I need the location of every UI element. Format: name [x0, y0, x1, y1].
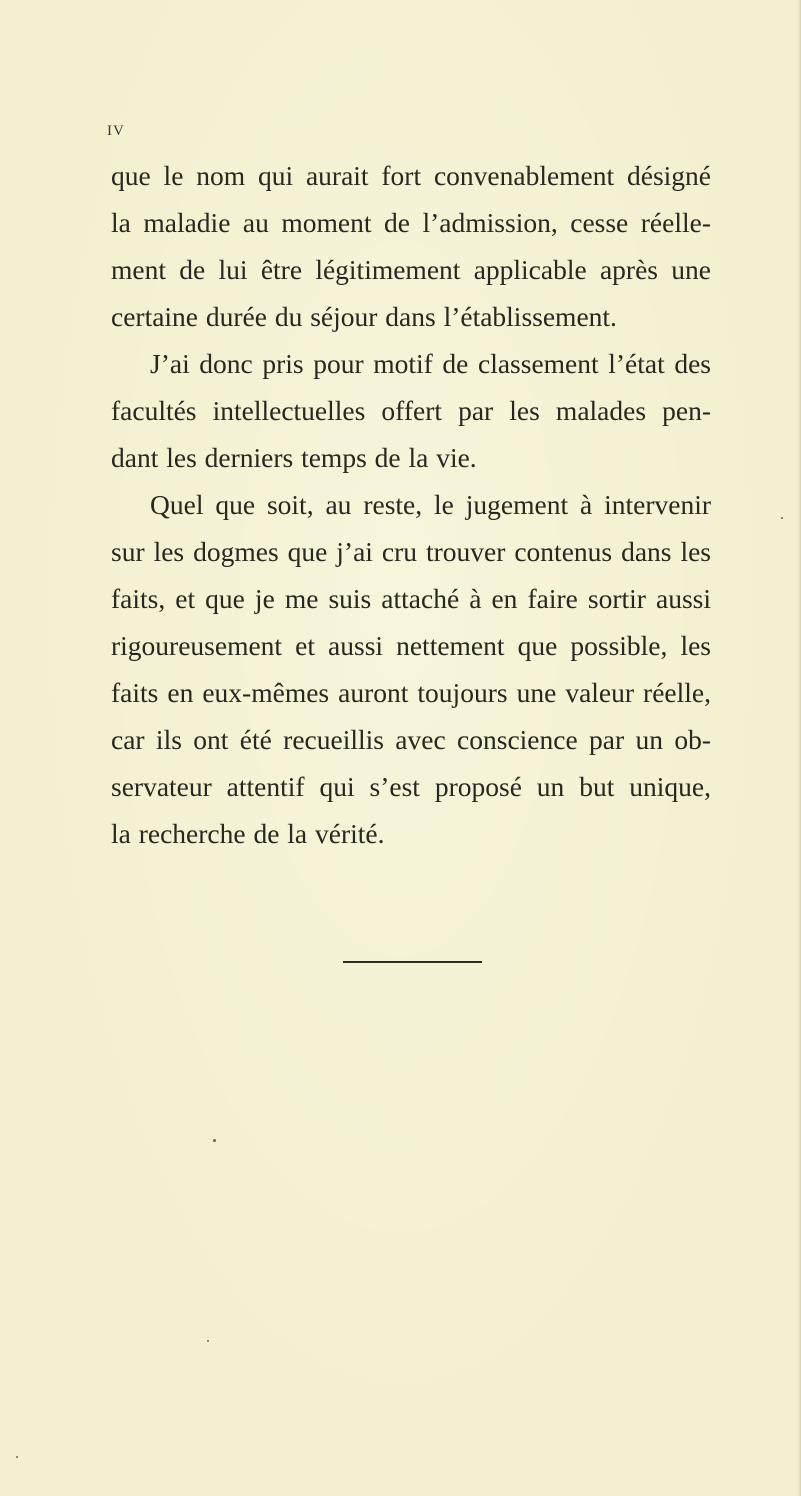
text-line: car ils ont été recueillis avec conscience par un ob- — [111, 724, 711, 755]
page-number: IV — [107, 123, 125, 139]
text-line: dant les derniers temps de la vie. — [111, 442, 477, 473]
text-line: ment de lui être légitimement applicable après une — [111, 254, 711, 285]
text-line: Quel que soit, au reste, le jugement à intervenir — [150, 489, 711, 520]
paper-speck — [781, 517, 783, 519]
text-line: sur les dogmes que j’ai cru trouver contenus dans les — [111, 536, 711, 567]
paper-speck — [207, 1340, 209, 1342]
text-line: faits en eux-mêmes auront toujours une valeur réelle, — [111, 677, 711, 708]
text-line: que le nom qui aurait fort convenablement désigné — [111, 160, 711, 191]
text-line: rigoureusement et aussi nettement que possible, les — [111, 630, 711, 661]
text-line: certaine durée du séjour dans l’établissement. — [111, 301, 617, 332]
paper-speck — [213, 1139, 216, 1142]
text-line: faits, et que je me suis attaché à en faire sortir aussi — [111, 583, 711, 614]
paper-speck — [16, 1456, 18, 1458]
text-line: servateur attentif qui s’est proposé un but unique, — [111, 771, 711, 802]
text-line: la maladie au moment de l’admission, cesse réelle- — [111, 207, 711, 238]
text-line: la recherche de la vérité. — [111, 818, 385, 849]
text-line: J’ai donc pris pour motif de classement l’état des — [150, 348, 711, 379]
section-divider — [343, 961, 482, 963]
text-line: facultés intellectuelles offert par les malades pen- — [111, 395, 711, 426]
body-text — [111, 152, 711, 857]
